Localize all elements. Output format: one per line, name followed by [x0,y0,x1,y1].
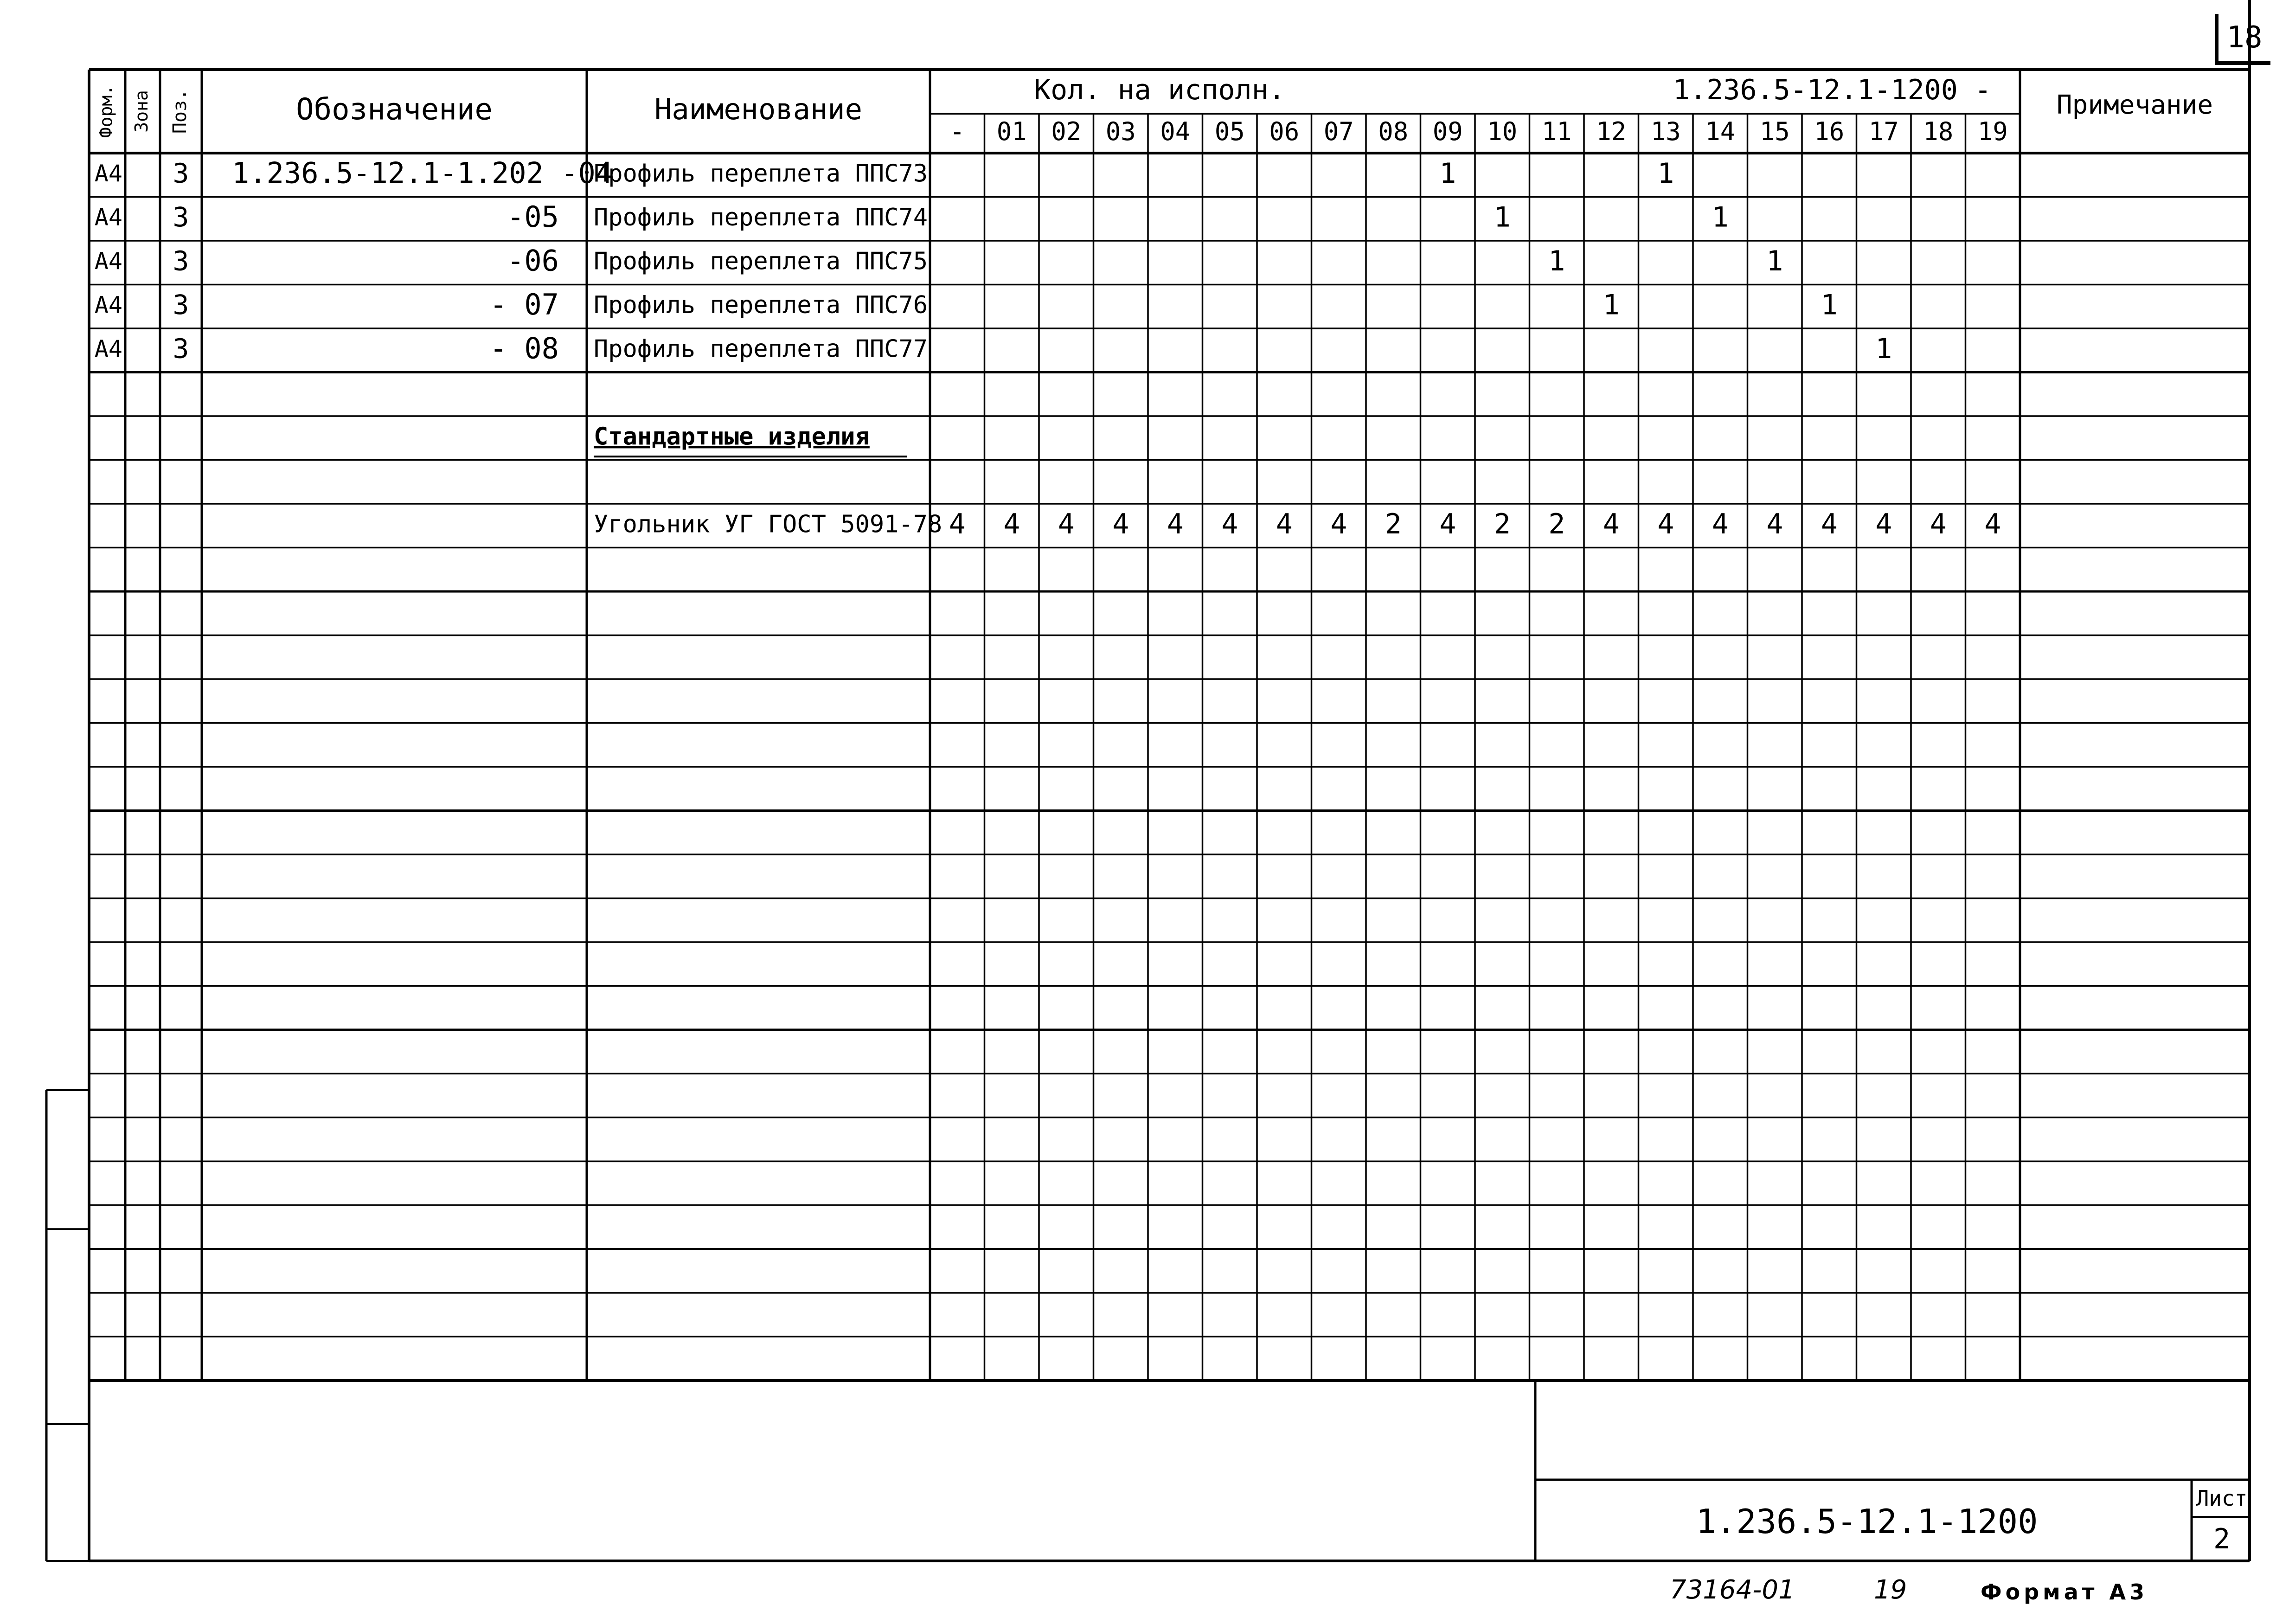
qty-value: 4 [1167,507,1184,540]
title-block-sheet-value: 2 [2213,1522,2231,1555]
sheet-number: 18 [2215,14,2270,65]
qty-value: 4 [1875,507,1892,540]
variant-header: 14 [1705,117,1736,147]
variant-header: 07 [1323,117,1354,147]
variant-header: 15 [1759,117,1790,147]
qty-value: 1 [1766,244,1783,277]
row-name: Профиль переплета ППС75 [594,247,928,276]
variant-header: 17 [1868,117,1899,147]
row-position: 3 [173,245,189,277]
header-qty-label: Кол. на исполн. [1034,74,1285,107]
qty-value: 2 [1385,507,1402,540]
row-designation: 1.236.5-12.1-1.202 -04 [232,156,613,190]
row-name: Стандартные изделия [594,423,870,451]
row-position: 3 [173,289,189,321]
row-name: Профиль переплета ППС77 [594,335,928,363]
table-text [95,74,2213,540]
qty-value: 4 [1058,507,1075,540]
qty-value: 4 [1821,507,1838,540]
qty-value: 4 [1221,507,1238,540]
variant-header: 09 [1432,117,1463,147]
row-designation: -06 [507,244,559,278]
variant-header: 03 [1105,117,1136,147]
header-designation-label: Обозначение [296,92,493,127]
qty-value: 4 [1330,507,1347,540]
qty-value: 1 [1548,244,1565,277]
variant-header: 16 [1814,117,1845,147]
footer-page-number: 19 [1874,1575,1907,1605]
qty-value: 1 [1875,332,1892,365]
footer-inventory-number: 73164-01 [1670,1575,1795,1605]
title-block-sheet-label: Лист [2196,1486,2248,1511]
qty-value: 2 [1548,507,1565,540]
row-format: А4 [94,160,122,187]
row-designation: - 08 [489,331,559,366]
footer-format-label: Формат А3 [1981,1579,2148,1605]
qty-value: 1 [1657,157,1674,190]
row-format: А4 [94,291,122,319]
qty-value: 1 [1821,289,1838,321]
qty-value: 4 [1112,507,1129,540]
variant-header: - [949,117,965,147]
row-position: 3 [173,333,189,365]
row-designation: - 07 [489,287,559,321]
variant-header: 10 [1487,117,1518,147]
row-format: А4 [94,204,122,231]
title-block-code: 1.236.5-12.1-1200 [1696,1502,2038,1541]
qty-value: 4 [949,507,966,540]
qty-value: 4 [1276,507,1293,540]
row-designation: -05 [507,199,559,234]
qty-value: 1 [1494,201,1511,234]
qty-value: 4 [1603,507,1620,540]
row-name: Профиль переплета ППС76 [594,291,928,319]
row-name: Угольник УГ ГОСТ 5091-78 [594,510,943,539]
variant-header: 01 [996,117,1027,147]
qty-value: 4 [1930,507,1947,540]
header-zone-label: Зона [131,90,152,133]
row-name: Профиль переплета ППС74 [594,203,928,231]
qty-value: 1 [1712,201,1729,234]
row-format: А4 [94,335,122,362]
variant-header: 04 [1160,117,1191,147]
qty-value: 4 [1712,507,1729,540]
variant-header: 05 [1214,117,1245,147]
header-note-label: Примечание [2056,90,2213,121]
variant-header: 02 [1051,117,1082,147]
variant-header: 11 [1541,117,1572,147]
variant-header: 06 [1269,117,1300,147]
variant-header: 08 [1378,117,1409,147]
row-position: 3 [173,201,189,233]
qty-value: 4 [1003,507,1020,540]
qty-value: 4 [1766,507,1783,540]
header-pos-label: Поз. [169,89,191,134]
qty-value: 4 [1984,507,2001,540]
qty-value: 4 [1439,507,1456,540]
row-position: 3 [173,157,189,189]
variant-header: 12 [1596,117,1627,147]
qty-value: 1 [1603,289,1620,321]
grid-lines [46,0,2250,1561]
header-format-label: Форм. [96,84,116,138]
header-doc-code: 1.236.5-12.1-1200 - [1673,74,1992,107]
variant-header: 13 [1650,117,1681,147]
variant-header: 19 [1977,117,2008,147]
qty-value: 2 [1494,507,1511,540]
row-format: А4 [94,247,122,275]
qty-value: 1 [1439,157,1456,190]
variant-header: 18 [1923,117,1954,147]
qty-value: 4 [1657,507,1674,540]
row-name: Профиль переплета ППС73 [594,160,928,188]
header-name-label: Наименование [654,92,862,127]
